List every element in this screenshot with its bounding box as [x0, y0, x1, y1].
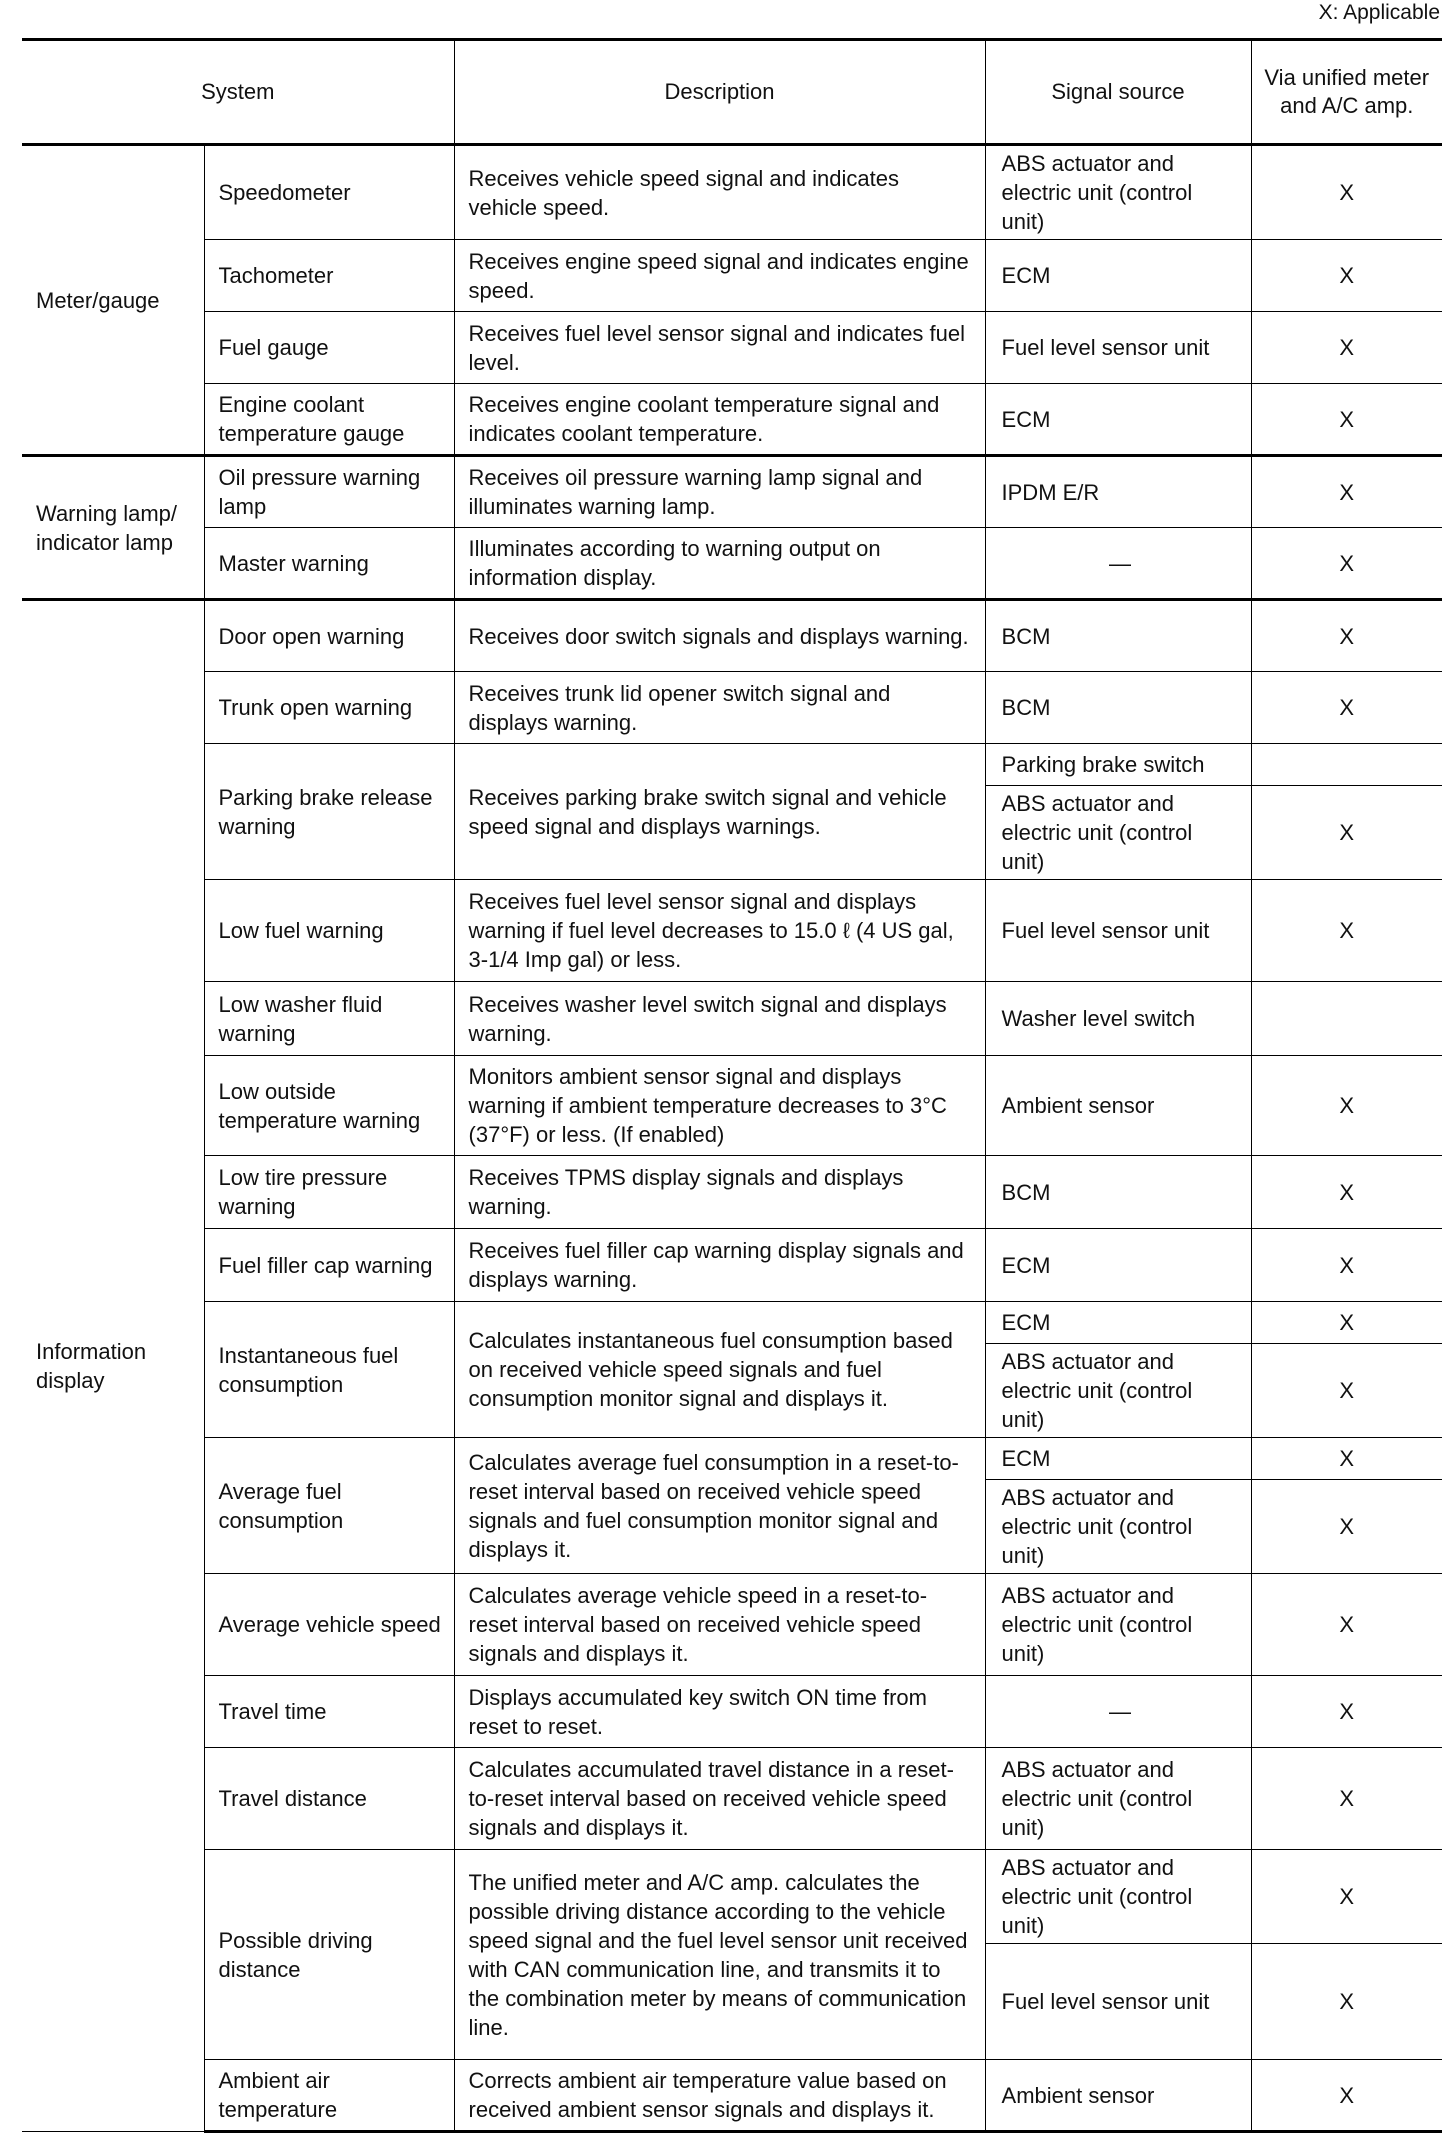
signal-source-cell: Fuel level sensor unit: [985, 312, 1251, 384]
applicable-mark-cell: X: [1251, 240, 1442, 312]
signal-source-cell: ECM: [985, 1438, 1251, 1480]
system-item-cell: Speedometer: [204, 145, 454, 240]
system-item-cell: Master warning: [204, 528, 454, 600]
system-item-cell: Engine coolant temperature gauge: [204, 384, 454, 456]
system-item-cell: Travel distance: [204, 1748, 454, 1850]
signal-source-cell: ABS actuator and electric unit (control unit): [985, 786, 1251, 880]
description-cell: Receives fuel level sensor signal and displays warning if fuel level decreases to 15.0 ℓ (4 US gal, 3-1/4 Imp gal) or less.: [454, 880, 985, 982]
applicable-mark-cell: X: [1251, 145, 1442, 240]
signal-source-cell: BCM: [985, 672, 1251, 744]
description-cell: Receives trunk lid opener switch signal and displays warning.: [454, 672, 985, 744]
description-cell: Receives fuel level sensor signal and indicates fuel level.: [454, 312, 985, 384]
description-cell: Displays accumulated key switch ON time from reset to reset.: [454, 1676, 985, 1748]
table-row: [22, 1056, 1442, 1156]
description-cell: Calculates accumulated travel distance in a reset-to-reset interval based on received vehicle speed signals and displays it.: [454, 1748, 985, 1850]
description-cell: Calculates average fuel consumption in a reset-to-reset interval based on received vehicle speed signals and fuel consumption monitor signal and displays it.: [454, 1438, 985, 1574]
system-item-cell: Low outside temperature warning: [204, 1056, 454, 1156]
description-cell: Calculates average vehicle speed in a reset-to-reset interval based on received vehicle speed signals and displays it.: [454, 1574, 985, 1676]
applicable-mark-cell: X: [1251, 880, 1442, 982]
signal-source-cell: ABS actuator and electric unit (control unit): [985, 1480, 1251, 1574]
table-body: [22, 145, 1442, 2132]
table-row: [22, 1229, 1442, 1302]
signal-source-cell: Parking brake switch: [985, 744, 1251, 786]
applicable-mark-cell: X: [1251, 528, 1442, 600]
signal-source-cell: Fuel level sensor unit: [985, 880, 1251, 982]
signal-source-cell: ABS actuator and electric unit (control unit): [985, 1748, 1251, 1850]
applicable-mark-cell: X: [1251, 384, 1442, 456]
applicable-mark-cell: X: [1251, 1156, 1442, 1229]
system-item-cell: Travel time: [204, 1676, 454, 1748]
table-row: [22, 1574, 1442, 1676]
applicable-mark-cell: X: [1251, 672, 1442, 744]
description-cell: Receives TPMS display signals and displays warning.: [454, 1156, 985, 1229]
legend-applicable: X: Applicable: [1318, 1, 1440, 24]
table-row: [22, 312, 1442, 384]
table-row: [22, 1676, 1442, 1748]
signal-source-cell: Washer level switch: [985, 982, 1251, 1056]
signal-source-cell: Fuel level sensor unit: [985, 1944, 1251, 2060]
signal-source-cell: —: [985, 528, 1251, 600]
system-group-cell: Meter/gauge: [22, 145, 204, 456]
signal-source-cell: ECM: [985, 240, 1251, 312]
table-row: [22, 1748, 1442, 1850]
table-row: [22, 145, 1442, 240]
applicable-mark-cell: X: [1251, 312, 1442, 384]
description-cell: Receives door switch signals and displays warning.: [454, 600, 985, 672]
description-cell: Illuminates according to warning output on information display.: [454, 528, 985, 600]
description-cell: The unified meter and A/C amp. calculates the possible driving distance according to the vehicle speed signal and the fuel level sensor unit received with CAN communication line, and transmits it to the combination meter by means of communication line.: [454, 1850, 985, 2060]
table-row: [22, 1438, 1442, 1480]
applicable-mark-cell: X: [1251, 1850, 1442, 1944]
description-cell: Receives parking brake switch signal and vehicle speed signal and displays warnings.: [454, 744, 985, 880]
applicable-mark-cell: X: [1251, 1748, 1442, 1850]
signal-source-cell: ABS actuator and electric unit (control unit): [985, 1574, 1251, 1676]
table-row: [22, 672, 1442, 744]
system-item-cell: Instantaneous fuel consumption: [204, 1302, 454, 1438]
signal-source-cell: Ambient sensor: [985, 2060, 1251, 2132]
description-cell: Calculates instantaneous fuel consumption based on received vehicle speed signals and fuel consumption monitor signal and displays it.: [454, 1302, 985, 1438]
applicable-mark-cell: X: [1251, 786, 1442, 880]
system-item-cell: Average vehicle speed: [204, 1574, 454, 1676]
table-row: [22, 456, 1442, 528]
description-cell: Receives oil pressure warning lamp signal and illuminates warning lamp.: [454, 456, 985, 528]
signal-source-cell: ABS actuator and electric unit (control unit): [985, 1850, 1251, 1944]
table-row: [22, 600, 1442, 672]
applicable-mark-cell: X: [1251, 1302, 1442, 1344]
description-cell: Receives vehicle speed signal and indicates vehicle speed.: [454, 145, 985, 240]
table-row: [22, 2060, 1442, 2132]
signal-source-cell: BCM: [985, 1156, 1251, 1229]
table-row: [22, 1156, 1442, 1229]
applicable-mark-cell: X: [1251, 1480, 1442, 1574]
system-item-cell: Low tire pressure warning: [204, 1156, 454, 1229]
meter-system-table: [22, 38, 1442, 2133]
signal-source-cell: ECM: [985, 384, 1251, 456]
table-row: [22, 240, 1442, 312]
signal-source-cell: ECM: [985, 1302, 1251, 1344]
description-cell: Receives fuel filler cap warning display signals and displays warning.: [454, 1229, 985, 1302]
table-row: [22, 982, 1442, 1056]
system-item-cell: Low fuel warning: [204, 880, 454, 982]
system-item-cell: Fuel filler cap warning: [204, 1229, 454, 1302]
description-cell: Receives engine coolant temperature signal and indicates coolant temperature.: [454, 384, 985, 456]
header-signal-source: Signal source: [985, 40, 1251, 145]
applicable-mark-cell: X: [1251, 1438, 1442, 1480]
system-item-cell: Fuel gauge: [204, 312, 454, 384]
applicable-mark-cell: [1251, 982, 1442, 1056]
applicable-mark-cell: X: [1251, 456, 1442, 528]
applicable-mark-cell: X: [1251, 2060, 1442, 2132]
applicable-mark-cell: X: [1251, 600, 1442, 672]
table-header-row: [22, 40, 1442, 145]
description-cell: Monitors ambient sensor signal and displays warning if ambient temperature decreases to 3°C (37°F) or less. (If enabled): [454, 1056, 985, 1156]
header-via-unified-meter: Via unified meter and A/C amp.: [1251, 40, 1442, 145]
signal-source-cell: ECM: [985, 1229, 1251, 1302]
system-item-cell: Average fuel consumption: [204, 1438, 454, 1574]
system-item-cell: Door open warning: [204, 600, 454, 672]
applicable-mark-cell: X: [1251, 1229, 1442, 1302]
applicable-mark-cell: X: [1251, 1344, 1442, 1438]
system-item-cell: Parking brake release warning: [204, 744, 454, 880]
header-system: System: [22, 40, 454, 145]
signal-source-cell: —: [985, 1676, 1251, 1748]
system-item-cell: Ambient air temperature: [204, 2060, 454, 2132]
applicable-mark-cell: X: [1251, 1944, 1442, 2060]
description-cell: Receives engine speed signal and indicates engine speed.: [454, 240, 985, 312]
header-description: Description: [454, 40, 985, 145]
signal-source-cell: IPDM E/R: [985, 456, 1251, 528]
applicable-mark-cell: X: [1251, 1574, 1442, 1676]
system-item-cell: Tachometer: [204, 240, 454, 312]
signal-source-cell: ABS actuator and electric unit (control unit): [985, 1344, 1251, 1438]
table-row: [22, 528, 1442, 600]
table-row: [22, 744, 1442, 786]
applicable-mark-cell: X: [1251, 1056, 1442, 1156]
system-group-cell: Warning lamp/ indicator lamp: [22, 456, 204, 600]
table-row: [22, 1302, 1442, 1344]
system-table-container: [22, 38, 1442, 2133]
system-item-cell: Low washer fluid warning: [204, 982, 454, 1056]
table-row: [22, 880, 1442, 982]
description-cell: Receives washer level switch signal and displays warning.: [454, 982, 985, 1056]
description-cell: Corrects ambient air temperature value based on received ambient sensor signals and displays it.: [454, 2060, 985, 2132]
signal-source-cell: ABS actuator and electric unit (control unit): [985, 145, 1251, 240]
table-row: [22, 1850, 1442, 1944]
applicable-mark-cell: [1251, 744, 1442, 786]
system-item-cell: Possible driving distance: [204, 1850, 454, 2060]
signal-source-cell: BCM: [985, 600, 1251, 672]
signal-source-cell: Ambient sensor: [985, 1056, 1251, 1156]
system-item-cell: Oil pressure warning lamp: [204, 456, 454, 528]
table-row: [22, 384, 1442, 456]
applicable-mark-cell: X: [1251, 1676, 1442, 1748]
system-group-cell: Information display: [22, 600, 204, 2132]
system-item-cell: Trunk open warning: [204, 672, 454, 744]
